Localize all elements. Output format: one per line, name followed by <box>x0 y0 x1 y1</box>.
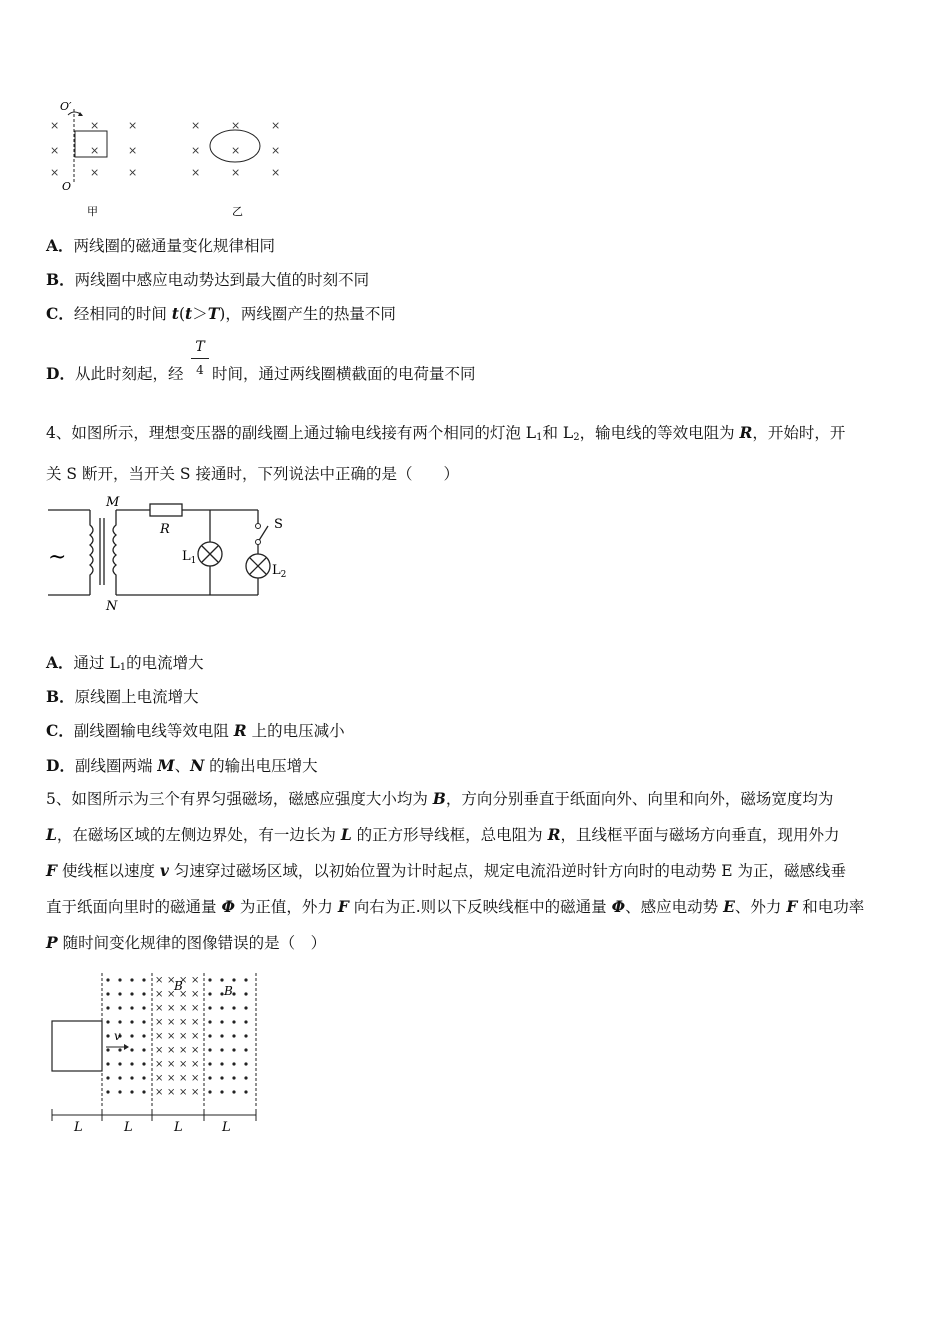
axis-label-bottom: O <box>62 180 72 193</box>
q3-option-c <box>46 304 396 324</box>
variable-R: R <box>233 721 247 740</box>
q5-stem-line-2: L，在磁场区域的左侧边界处，有一边长为 L 的正方形导线框，总电阻为 R，且线框平面与磁场方向垂直，现用外力 <box>46 825 840 844</box>
fraction-numerator: T <box>195 339 205 355</box>
cross-marks-left <box>50 119 137 179</box>
field-dot <box>244 1020 247 1023</box>
variable-t: t <box>171 304 179 323</box>
field-dot <box>244 978 247 981</box>
field-cross: × <box>191 1087 200 1098</box>
option-letter: A． <box>46 653 74 672</box>
coil-figure <box>40 95 300 225</box>
field-dot <box>106 1062 109 1065</box>
square-wire-frame <box>52 1021 102 1071</box>
field-dot <box>130 1062 133 1065</box>
label-B2: B <box>224 984 233 998</box>
field-cross: × <box>167 1045 176 1056</box>
field-dot <box>244 1048 247 1051</box>
field-dot <box>220 1034 223 1037</box>
field-cross: × <box>155 975 164 986</box>
option-text: 时间，通过两线圈横截面的电荷量不同 <box>212 365 476 383</box>
field-dot <box>142 1090 145 1093</box>
cross-mark: × <box>271 166 281 179</box>
field-dot <box>106 1090 109 1093</box>
field-cross: × <box>167 1087 176 1098</box>
option-letter: B． <box>46 687 75 706</box>
field-dot <box>232 1090 235 1093</box>
label-yi: 乙 <box>232 205 243 218</box>
field-cross: × <box>179 1087 188 1098</box>
field-dot <box>118 1076 121 1079</box>
option-text: 经相同的时间 <box>73 305 172 323</box>
q4-stem-line-2: 关 S 断开，当开关 S 接通时，下列说法中正确的是（ ） <box>46 465 459 483</box>
field-cross: × <box>167 1073 176 1084</box>
label-S: S <box>274 517 283 532</box>
option-text: ，两线圈产生的热量不同 <box>225 305 396 323</box>
field-cross: × <box>155 989 164 1000</box>
q4-option-d: D．副线圈两端 M、N 的输出电压增大 <box>46 756 318 775</box>
q3-option-a <box>46 236 275 256</box>
cross-mark: × <box>191 144 201 157</box>
field-dot <box>244 992 247 995</box>
field-dot <box>244 1090 247 1093</box>
field-dot <box>244 1034 247 1037</box>
paren: ( <box>178 305 186 323</box>
field-dot <box>208 1076 211 1079</box>
field-dot <box>220 1076 223 1079</box>
field-cross: × <box>179 1059 188 1070</box>
label-v: v <box>114 1029 121 1043</box>
field-dot <box>142 992 145 995</box>
q4-stem <box>46 415 906 492</box>
q4-option-c: C．副线圈输电线等效电阻 R 上的电压减小 <box>46 721 345 740</box>
cross-mark: × <box>128 144 138 157</box>
field-dot <box>106 992 109 995</box>
q5-stem-line-4: 直于纸面向里时的磁通量 Φ 为正值，外力 F 向右为正.则以下反映线框中的磁通量 Φ、感应电动势 E、外力 F 和电功率 <box>46 897 865 916</box>
field-dot <box>220 1020 223 1023</box>
cross-mark: × <box>271 144 281 157</box>
field-cross: × <box>179 1017 188 1028</box>
field-dot <box>118 1090 121 1093</box>
cross-mark: × <box>191 119 201 132</box>
q4-stem-line-1: 4、如图所示，理想变压器的副线圈上通过输电线接有两个相同的灯泡 $L_1$和 $L_2$，输电线的等效电阻为 R，开始时，开 <box>46 423 846 443</box>
field-cross: × <box>179 1073 188 1084</box>
option-letter: B． <box>46 270 75 289</box>
field-cross: × <box>191 989 200 1000</box>
paren: ) <box>219 305 226 323</box>
cross-mark: × <box>231 144 241 157</box>
field-dot <box>142 1076 145 1079</box>
option-letter: D． <box>46 756 75 775</box>
cross-mark: × <box>50 166 60 179</box>
field-dot <box>130 1090 133 1093</box>
cross-mark: × <box>231 166 241 179</box>
primary-coil <box>90 510 93 595</box>
field-dot <box>118 1020 121 1023</box>
label-L: L <box>174 1120 183 1135</box>
field-dot <box>142 1020 145 1023</box>
field-dot <box>220 1006 223 1009</box>
resistor-R <box>150 504 182 516</box>
field-dot <box>142 978 145 981</box>
field-cross: × <box>179 1031 188 1042</box>
q5-stem-line-1: 5、如图所示为三个有界匀强磁场，磁感应强度大小均为 B，方向分别垂直于纸面向外、向里和向外，磁场宽度均为 <box>46 789 834 808</box>
field-dot <box>142 1048 145 1051</box>
field-cross: × <box>179 1003 188 1014</box>
field-dot <box>232 1006 235 1009</box>
label-L: L <box>74 1120 83 1135</box>
q4-option-b: B．原线圈上电流增大 <box>46 687 199 706</box>
field-cross: × <box>179 989 188 1000</box>
field-dot <box>118 978 121 981</box>
field-cross: × <box>191 1073 200 1084</box>
q5-stem-line-3: F 使线框以速度 v 匀速穿过磁场区域，以初始位置为计时起点，规定电流沿逆时针方向时的电动势 E 为正，磁感线垂 <box>46 861 846 880</box>
field-dot <box>130 1034 133 1037</box>
field-dot <box>208 1034 211 1037</box>
field-dot <box>106 1076 109 1079</box>
transformer-circuit-figure <box>44 490 304 615</box>
field-cross: × <box>155 1045 164 1056</box>
cross-mark: × <box>90 119 100 132</box>
field-dot <box>118 1062 121 1065</box>
field-cross: × <box>191 1031 200 1042</box>
field-dot <box>106 1020 109 1023</box>
field-dot <box>106 1048 109 1051</box>
option-text: 两线圈的磁通量变化规律相同 <box>73 237 276 255</box>
field-cross: × <box>167 975 176 986</box>
magnetic-field-figure <box>44 968 274 1138</box>
cross-marks-right <box>191 119 280 179</box>
option-letter: A． <box>46 236 74 255</box>
field-dot <box>220 1090 223 1093</box>
field-dot <box>142 1006 145 1009</box>
variable-M: M <box>157 756 175 775</box>
field-dot <box>220 1062 223 1065</box>
field-dot <box>232 1020 235 1023</box>
field-dot <box>130 1076 133 1079</box>
field-dot <box>232 1034 235 1037</box>
field-dot <box>208 1062 211 1065</box>
label-L: L <box>124 1120 133 1135</box>
label-B1: B <box>174 979 183 993</box>
q3-option-b <box>46 270 369 290</box>
cross-mark: × <box>50 144 60 157</box>
variable-T: T <box>207 304 220 323</box>
cross-mark: × <box>90 144 100 157</box>
field-dot <box>130 1006 133 1009</box>
greater-than: ＞ <box>192 305 208 323</box>
field-dot <box>130 978 133 981</box>
axis-label-top: O′ <box>60 100 72 113</box>
field-dot <box>106 1034 109 1037</box>
option-letter: C． <box>46 304 74 323</box>
field-cross: × <box>167 1059 176 1070</box>
cross-mark: × <box>271 119 281 132</box>
cross-mark: × <box>50 119 60 132</box>
field-dot <box>208 1020 211 1023</box>
field-cross: × <box>191 1003 200 1014</box>
field-cross: × <box>155 1031 164 1042</box>
field-dot <box>208 992 211 995</box>
field-dot <box>208 1048 211 1051</box>
option-letter: C． <box>46 721 74 740</box>
field-cross: × <box>155 1059 164 1070</box>
option-letter: D． <box>46 364 75 383</box>
ac-source-symbol: ~ <box>48 545 67 570</box>
field-out-region-1 <box>106 978 145 1093</box>
field-dot <box>244 1076 247 1079</box>
field-dot <box>232 1062 235 1065</box>
q5-stem <box>46 781 916 961</box>
field-cross: × <box>167 1003 176 1014</box>
field-dot <box>220 978 223 981</box>
variable-t: t <box>185 304 193 323</box>
field-cross: × <box>155 1087 164 1098</box>
fraction-t-over-4 <box>191 338 209 379</box>
field-dot <box>232 1048 235 1051</box>
field-dot <box>142 1034 145 1037</box>
field-in-region <box>155 975 199 1098</box>
field-dot <box>208 1006 211 1009</box>
field-dot <box>220 1048 223 1051</box>
label-M: M <box>106 495 120 510</box>
field-dot <box>130 992 133 995</box>
secondary-coil <box>113 510 116 595</box>
field-dot <box>244 1062 247 1065</box>
cross-mark: × <box>90 166 100 179</box>
field-dot <box>142 1062 145 1065</box>
cross-mark: × <box>231 119 241 132</box>
cross-mark: × <box>128 119 138 132</box>
q5-stem-line-5: P 随时间变化规律的图像错误的是（ ） <box>46 933 327 952</box>
field-cross: × <box>191 1045 200 1056</box>
field-cross: × <box>191 975 200 986</box>
label-L1: $L_1$ <box>182 549 197 566</box>
label-N: N <box>106 599 118 614</box>
field-dot <box>118 992 121 995</box>
field-cross: × <box>155 1073 164 1084</box>
field-dot <box>118 1048 121 1051</box>
label-R: R <box>160 522 170 537</box>
field-cross: × <box>179 975 188 986</box>
label-jia: 甲 <box>87 205 98 218</box>
label-L2: $L_2$ <box>272 563 287 580</box>
field-dot <box>232 992 235 995</box>
field-dot <box>106 978 109 981</box>
field-dot <box>106 1006 109 1009</box>
field-cross: × <box>155 1003 164 1014</box>
field-dot <box>232 1076 235 1079</box>
field-cross: × <box>191 1059 200 1070</box>
field-cross: × <box>179 1045 188 1056</box>
field-cross: × <box>167 1031 176 1042</box>
field-cross: × <box>167 1017 176 1028</box>
field-cross: × <box>155 1017 164 1028</box>
field-dot <box>208 1090 211 1093</box>
cross-mark: × <box>191 166 201 179</box>
q4-option-a: A．通过 $L_1$的电流增大 <box>46 653 204 673</box>
field-cross: × <box>167 989 176 1000</box>
field-dot <box>244 1006 247 1009</box>
variable-R: R <box>739 423 753 442</box>
field-dot <box>130 1020 133 1023</box>
field-dot <box>208 978 211 981</box>
variable-N: N <box>190 756 205 775</box>
field-cross: × <box>191 1017 200 1028</box>
field-dot <box>130 1048 133 1051</box>
fraction-denominator: 4 <box>196 363 204 377</box>
option-text: 两线圈中感应电动势达到最大值的时刻不同 <box>74 271 370 289</box>
field-dot <box>118 1006 121 1009</box>
option-text: 从此时刻起，经 <box>74 365 184 383</box>
field-dot <box>232 978 235 981</box>
q3-option-d <box>46 338 566 388</box>
cross-mark: × <box>128 166 138 179</box>
label-L: L <box>222 1120 231 1135</box>
